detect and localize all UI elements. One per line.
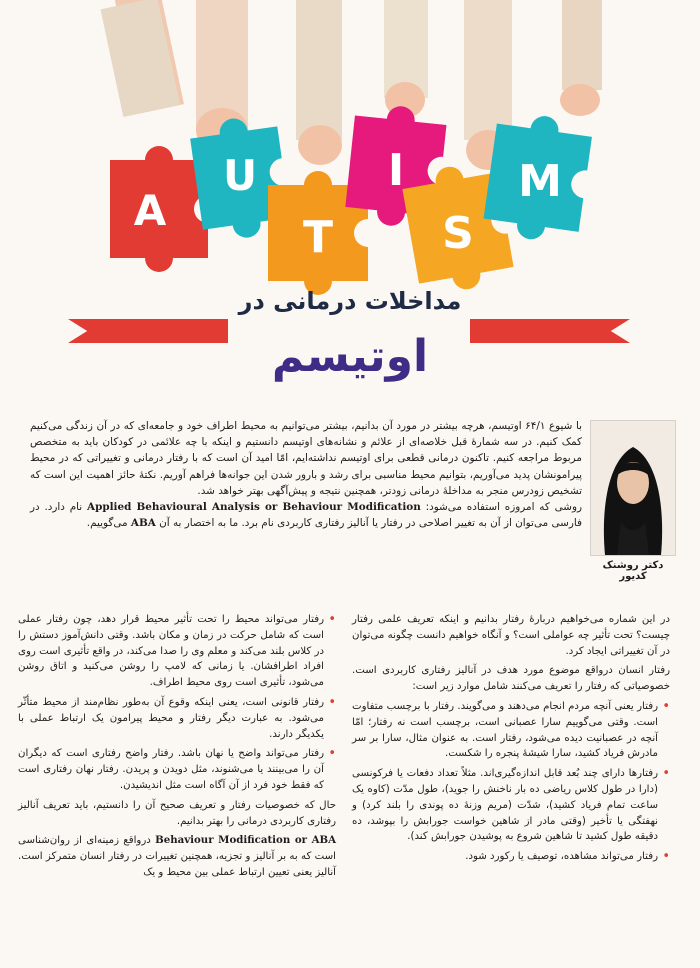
intro-text-2a: روشی که امروزه استفاده می‌شود: (425, 501, 582, 514)
intro-paragraph (30, 418, 582, 531)
bullet-item (352, 849, 670, 865)
column-left (18, 612, 336, 885)
letter-i: I (387, 145, 405, 196)
col-left-para-2 (18, 833, 336, 880)
bullet-item (352, 766, 670, 845)
letter-t: T (302, 212, 334, 263)
article-title: اوتیسم (271, 331, 429, 382)
letter-u: U (222, 151, 258, 200)
col-left-para-1: حال که خصوصیات رفتار و تعریف صحیح آن را دانستیم، باید تعریف آنالیز رفتاری کاربردی درمانی را بهتر بدانیم. (18, 799, 336, 827)
bullet-text: رفتارها دارای چند بُعد قابل اندازه‌گیری‌اند. مثلاً تعداد دفعات یا فرکونسی (دارا در طول کلاس ریاضی ده بار ناخنش را جوید)، طول مدّت (کاوه یک ساعت تمام فریاد کشید)، شدّت (مریم وزنهٔ ده پوندی را بلند کرد) و نهفتگی یا تأخیر (وقتی مادر از شاهین خواست جورابش را بپوشد، ده دقیقه طول کشید تا شاهین شروع به پوشیدن جورابش کند). (352, 768, 658, 843)
puzzle-piece-m (482, 110, 594, 246)
bullet-item (18, 612, 336, 691)
bullet-dot-icon: • (328, 612, 336, 627)
bullet-dot-icon: • (662, 766, 670, 782)
aba-term: Behaviour Modification or ABA (155, 834, 336, 847)
aba-abbreviation: ABA (130, 517, 156, 530)
autism-puzzle-illustration (0, 0, 700, 300)
puzzle-piece-a (110, 146, 208, 272)
bullet-dot-icon: • (328, 746, 336, 762)
bullet-text: رفتار می‌تواند مشاهده، توصیف یا رکورد شود. (465, 851, 658, 863)
bullet-text: رفتار یعنی آنچه مردم انجام می‌دهند و می‌گویند. رفتار با برچسب متفاوت است. وقتی می‌گوییم سارا عصبانی است، برچسب است نه رفتار؛ امّا آنچه در عصبانیت دیده می‌شود، رفتار است. به عنوان مثال، سارا بر سر مادرش فریاد کشید، سارا شیشهٔ پنجره را شکست. (352, 700, 658, 760)
bullet-text: رفتار قانونی است، یعنی اینکه وقوع آن به‌طور نظام‌مند از محیط متأثّر می‌شود. به عبارت دیگر رفتار و محیط پیرامون یک ارتباط عملی با یکدیگر دارند. (18, 696, 324, 740)
intro-text-1: با شیوع ۶۴/۱ اوتیسم، هرچه بیشتر در مورد آن بدانیم، بیشتر می‌توانیم به محیط اطراف خود و جامعه‌ای که در آن زندگی می‌کنیم کمک کنیم. در سه شمارهٔ قبل خلاصه‌ای از علائم و نشانه‌های اوتیسم دانستیم و اینکه با چه علائمی در کودکان باید به متخصص مربوط مراجعه کنیم. تاکنون درمانی قطعی برای اوتیسم نداشته‌ایم، امّا امید آن است که با رفتار درمانی و تغییراتی که در محیط پیرامونشان پدید می‌آوریم، بتوانیم محیط مناسبی برای رشد و بارور شدن این جوانه‌ها فراهم آوریم. نکتهٔ حائز اهمیت این است که تشخیص زودرس منجر به مداخلهٔ درمانی زودتر، همچنین نتیجه و پیش‌آگهی بهتر خواهد شد. (30, 420, 582, 497)
author-photo (590, 420, 676, 556)
col-right-para-2: رفتار انسان درواقع موضوع مورد هدف در آنالیز رفتاری کاربردی است. خصوصیاتی که رفتار را تعریف می‌کنند شامل موارد زیر است: (352, 665, 670, 693)
bullet-item (18, 746, 336, 793)
arm-3 (296, 0, 342, 165)
bullet-text: رفتار می‌تواند محیط را تحت تأثیر محیط قرار دهد، چون رفتار عملی است که شامل حرکت در زمان و مکان باشد. وقتی دانش‌آموز دستش را در کلاس بلند می‌کند و معلم وی را صدا می‌کند، در واقع تأثیری است روی افراد اطرافشان. یا زمانی که لامپ را روشن می‌کنید و اتاق روشن می‌شود، تأثیری است روی محیط اطراف. (18, 614, 324, 689)
bullet-item (352, 699, 670, 762)
col-right-para-1: در این شماره می‌خواهیم دربارهٔ رفتار بدانیم و اینکه تعریف علمی رفتار چیست؟ تحت تأثیر چه عواملی است؟ و آنگاه خواهیم دانست چگونه می‌توان در آن تغییراتی ایجاد کرد. (352, 614, 670, 657)
author-portrait (591, 421, 675, 555)
aba-full-name: Applied Behavioural Analysis or Behaviour Modification (87, 501, 421, 514)
intro-text-2b: نام دارد. در فارسی می‌توان از آن به تغییر اصلاحی در رفتار یا آنالیز رفتاری کاربردی نام برد. ما به اختصار به آن (30, 501, 582, 530)
bullet-dot-icon: • (328, 694, 336, 710)
arm-6 (560, 0, 602, 116)
author-name: دکتر روشنک کدیور (602, 560, 664, 582)
letter-s: S (442, 208, 474, 259)
bullet-item (18, 695, 336, 742)
bullet-text: رفتار می‌تواند واضح یا نهان باشد. رفتار واضح رفتاری است که دیگران آن را می‌بینند یا می‌شنوند، مثل دویدن و پریدن. رفتار نهان رفتاری است که فقط خود فرد از آن آگاه است مثل اندیشیدن. (18, 748, 324, 791)
bullet-dot-icon: • (662, 698, 670, 714)
column-right (352, 612, 670, 869)
article-title-block (0, 283, 700, 393)
article-subtitle: مداخلات درمانی در (238, 287, 462, 315)
letter-m: M (518, 156, 562, 207)
arm-4 (384, 0, 428, 118)
bullet-dot-icon: • (662, 849, 670, 865)
intro-text-2 (30, 499, 582, 531)
col-left-para-2-text: درواقع زمینه‌ای از روان‌شناسی است که به بر آنالیز و تجزیه، همچنین تغییرات در رفتار انسان متمرکز است. آنالیز یعنی تعیین ارتباط عملی بین محیط و یک (18, 835, 336, 878)
arm-1 (100, 0, 184, 117)
letter-a: A (133, 186, 167, 235)
intro-text-2c: می‌گوییم. (86, 517, 128, 530)
